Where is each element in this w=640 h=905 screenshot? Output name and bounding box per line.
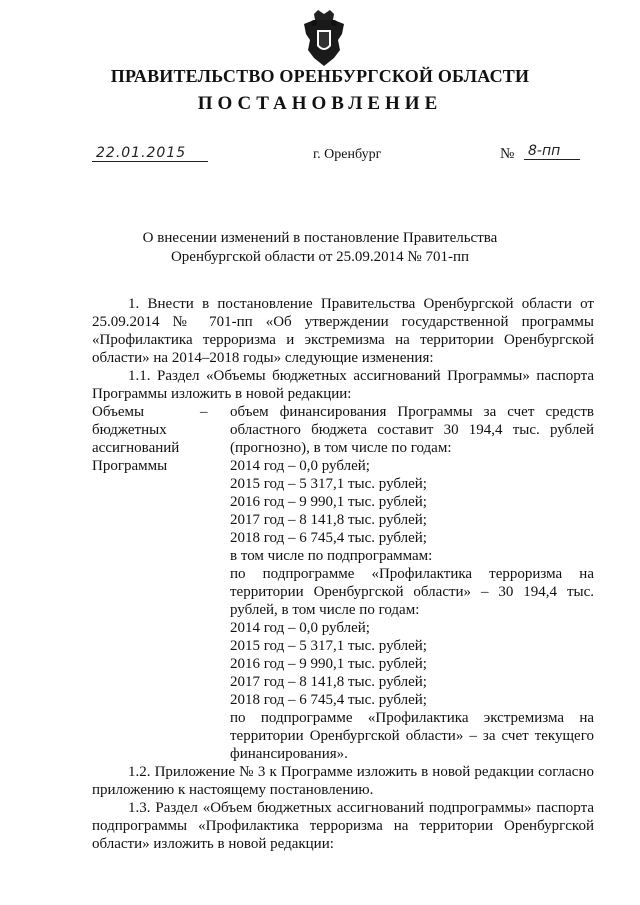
number-label: № — [500, 146, 515, 162]
passport-value-line: 2014 год – 0,0 рублей; — [230, 620, 370, 636]
passport-value-line: объем финансирования Программы за счет средств областного бюджета составит 30 194,4 тыс. рублей (прогнозно), в том числе по годам: — [230, 404, 594, 456]
document-date: 22.01.2015 — [92, 145, 208, 162]
passport-label-line: бюджетных — [92, 422, 167, 438]
document-type: ПОСТАНОВЛЕНИЕ — [197, 93, 443, 114]
paragraph-1-2: 1.2. Приложение № 3 к Программе изложить в новой редакции согласно приложению к настоящему постановлению. — [92, 764, 594, 798]
passport-value-line: 2016 год – 9 990,1 тыс. рублей; — [230, 656, 427, 672]
document-body — [92, 295, 594, 853]
passport-label — [92, 403, 200, 763]
passport-value-line: по подпрограмме «Профилактика терроризма на территории Оренбургской области» – 30 194,4 тыс. рублей, в том числе по годам: — [230, 566, 594, 618]
document-city: г. Оренбург — [313, 147, 382, 162]
passport-label-line: ассигнований — [92, 440, 180, 456]
passport-value-line: 2016 год – 9 990,1 тыс. рублей; — [230, 494, 427, 510]
passport-value-line: 2014 год – 0,0 рублей; — [230, 458, 370, 474]
passport-value-line: 2018 год – 6 745,4 тыс. рублей; — [230, 530, 427, 546]
passport-dash: – — [200, 404, 208, 420]
passport-value-line: 2017 год – 8 141,8 тыс. рублей; — [230, 674, 427, 690]
passport-label-line: Программы — [92, 458, 168, 474]
document-subject — [0, 229, 640, 267]
passport-value-line: 2015 год – 5 317,1 тыс. рублей; — [230, 476, 427, 492]
passport-table — [92, 403, 594, 763]
passport-label-line: Объемы — [92, 404, 145, 420]
subject-line-1: О внесении изменений в постановление Правительства — [142, 230, 498, 246]
passport-value-line: по подпрограмме «Профилактика экстремизма на территории Оренбургской области» – за счет текущего финансирования». — [230, 710, 594, 762]
passport-value-line: 2015 год – 5 317,1 тыс. рублей; — [230, 638, 427, 654]
subject-line-2: Оренбургской области от 25.09.2014 № 701-пп — [170, 249, 470, 265]
document-number: 8-пп — [524, 143, 580, 160]
paragraph-1-3: 1.3. Раздел «Объем бюджетных ассигнований подпрограммы» паспорта подпрограммы «Профилактика терроризма на территории Оренбургской области» изложить в новой редакции: — [92, 800, 594, 852]
paragraph-1: 1. Внести в постановление Правительства Оренбургской области от 25.09.2014 № 701-пп «Об утверждении государственной программы «Профилактика терроризма и экстремизма на территории Оренбургской области» на 2014–2018 годы» следующие изменения: — [92, 296, 594, 366]
coat-of-arms-icon — [300, 10, 348, 68]
paragraph-1-1: 1.1. Раздел «Объемы бюджетных ассигнований Программы» паспорта Программы изложить в новой редакции: — [92, 368, 594, 402]
passport-value-line: 2017 год – 8 141,8 тыс. рублей; — [230, 512, 427, 528]
passport-value-line: в том числе по подпрограммам: — [230, 548, 433, 564]
passport-value-line: 2018 год – 6 745,4 тыс. рублей; — [230, 692, 427, 708]
passport-value — [230, 403, 594, 763]
government-title: ПРАВИТЕЛЬСТВО ОРЕНБУРГСКОЙ ОБЛАСТИ — [110, 66, 530, 86]
